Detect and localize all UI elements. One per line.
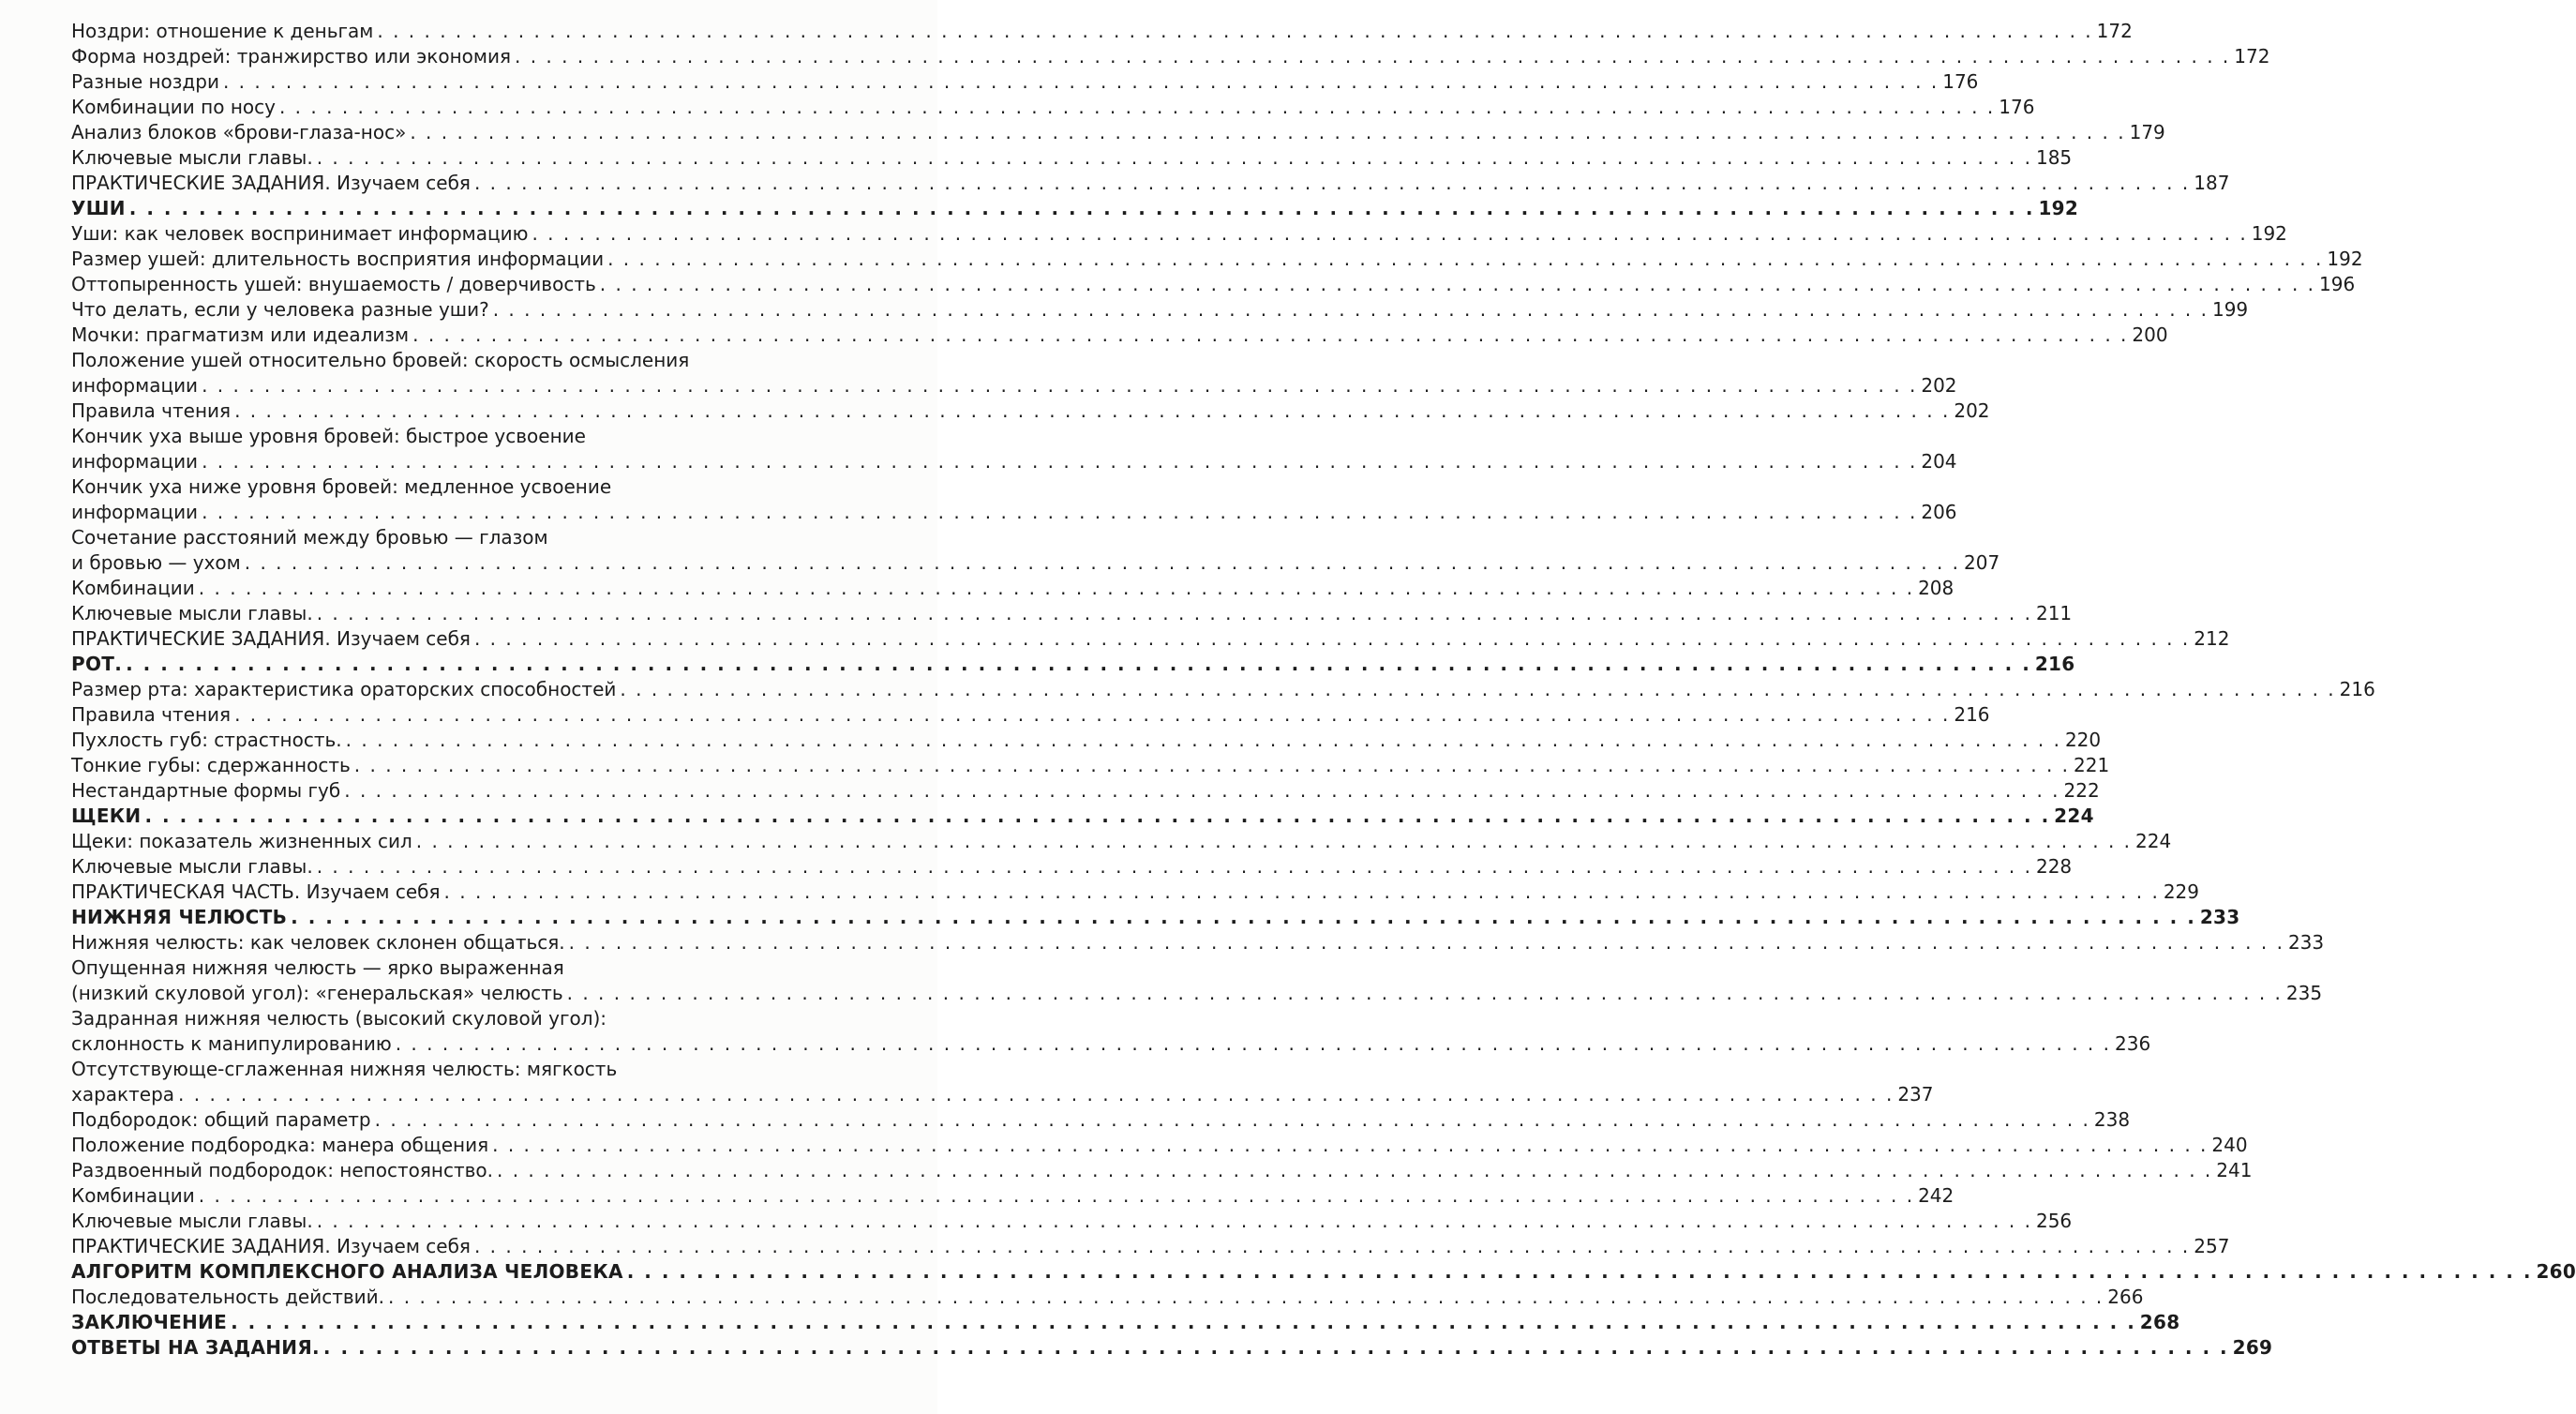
toc-page-number: 266 bbox=[2107, 1286, 2144, 1308]
toc-entry-title: Нижняя челюсть: как человек склонен общаться. bbox=[71, 931, 565, 954]
toc-entry-title: Тонкие губы: сдержанность bbox=[71, 754, 351, 776]
toc-section-heading bbox=[71, 1335, 2273, 1361]
toc-entry-title: Последовательность действий. bbox=[71, 1286, 385, 1308]
toc-entry-title: Комбинации bbox=[71, 577, 195, 599]
toc-entry bbox=[71, 1107, 2131, 1133]
toc-entry bbox=[71, 221, 2287, 247]
table-of-contents bbox=[71, 19, 2576, 1361]
toc-entry bbox=[71, 297, 2249, 323]
dot-leader bbox=[384, 1285, 2107, 1310]
toc-entry bbox=[71, 702, 1990, 728]
toc-entry-title: Комбинации bbox=[71, 1184, 195, 1207]
toc-entry bbox=[71, 500, 1957, 525]
dot-leader bbox=[195, 1183, 1918, 1209]
toc-page-number: 229 bbox=[2163, 880, 2200, 903]
toc-page-number: 202 bbox=[1954, 399, 1990, 422]
toc-entry bbox=[71, 1209, 2073, 1234]
dot-leader bbox=[471, 1234, 2194, 1259]
toc-entry-title: Ключевые мысли главы. bbox=[71, 855, 313, 878]
toc-page-number: 257 bbox=[2194, 1235, 2230, 1257]
dot-leader bbox=[287, 905, 2200, 930]
toc-entry-title: Размер ушей: длительность восприятия информации bbox=[71, 248, 605, 270]
dot-leader bbox=[313, 145, 2036, 171]
dot-leader bbox=[195, 576, 1918, 601]
toc-entry-title: Разные ноздри bbox=[71, 70, 219, 93]
toc-page-number: 204 bbox=[1921, 450, 1957, 473]
toc-page-number: 235 bbox=[2285, 982, 2323, 1004]
toc-entry-title: ПРАКТИЧЕСКАЯ ЧАСТЬ. Изучаем себя bbox=[71, 880, 441, 903]
toc-page-number: 179 bbox=[2129, 121, 2165, 143]
toc-page-number: 185 bbox=[2035, 146, 2073, 169]
toc-entry bbox=[71, 348, 844, 373]
toc-entry-title: Кончик уха выше уровня бровей: быстрое усвоение bbox=[71, 425, 586, 447]
toc-page-number: 206 bbox=[1921, 501, 1957, 523]
toc-entry-title: Анализ блоков «брови-глаза-нос» bbox=[71, 121, 407, 143]
dot-leader bbox=[174, 1082, 1897, 1107]
toc-page-number: 233 bbox=[2199, 906, 2240, 928]
dot-leader bbox=[563, 981, 2286, 1006]
toc-entry-title: Кончик уха ниже уровня бровей: медленное усвоение bbox=[71, 475, 612, 498]
toc-page-number: 202 bbox=[1921, 374, 1957, 397]
toc-page-number: 196 bbox=[2319, 273, 2356, 295]
dot-leader bbox=[412, 829, 2135, 854]
toc-entry-title: Пухлость губ: страстность. bbox=[71, 729, 342, 751]
dot-leader bbox=[313, 1209, 2036, 1234]
dot-leader bbox=[471, 171, 2194, 196]
toc-entry-title: Задранная нижняя челюсть (высокий скуловой угол): bbox=[71, 1007, 607, 1030]
toc-section-heading bbox=[71, 1259, 2576, 1285]
toc-entry-title: характера bbox=[71, 1083, 175, 1106]
toc-entry bbox=[71, 1183, 1954, 1209]
toc-entry-title: Размер рта: характеристика ораторских способностей bbox=[71, 678, 617, 700]
toc-page-number: 224 bbox=[2054, 805, 2094, 827]
toc-page-number: 241 bbox=[2216, 1159, 2253, 1181]
dot-leader bbox=[342, 728, 2065, 753]
dot-leader bbox=[231, 399, 1954, 424]
toc-page-number: 256 bbox=[2035, 1210, 2073, 1232]
toc-entry-title: ОТВЕТЫ НА ЗАДАНИЯ. bbox=[71, 1336, 320, 1359]
toc-page-number: 268 bbox=[2139, 1311, 2180, 1333]
toc-entry bbox=[71, 601, 2073, 626]
dot-leader bbox=[493, 1158, 2216, 1183]
toc-entry bbox=[71, 1082, 1934, 1107]
toc-entry bbox=[71, 424, 844, 449]
toc-entry bbox=[71, 525, 844, 550]
dot-leader bbox=[406, 120, 2129, 145]
toc-entry bbox=[71, 171, 2230, 196]
toc-entry-title: Мочки: прагматизм или идеализм bbox=[71, 323, 410, 346]
toc-entry-title: Раздвоенный подбородок: непостоянство. bbox=[71, 1159, 493, 1181]
dot-leader bbox=[565, 930, 2288, 955]
toc-page-number: 187 bbox=[2194, 172, 2230, 194]
toc-entry bbox=[71, 449, 1957, 474]
toc-entry-title: (низкий скуловой угол): «генеральская» челюсть bbox=[71, 982, 563, 1004]
dot-leader bbox=[441, 880, 2164, 905]
toc-page-number: 176 bbox=[1999, 96, 2035, 118]
dot-leader bbox=[616, 677, 2339, 702]
toc-entry-title: Ключевые мысли главы. bbox=[71, 602, 313, 624]
toc-entry-title: Положение ушей относительно бровей: скорость осмысления bbox=[71, 349, 690, 371]
toc-entry bbox=[71, 1031, 2151, 1057]
toc-page-number: 212 bbox=[2194, 627, 2230, 650]
toc-entry bbox=[71, 880, 2200, 905]
toc-page-number: 221 bbox=[2074, 754, 2110, 776]
toc-entry bbox=[71, 1158, 2253, 1183]
toc-entry-title: информации bbox=[71, 374, 199, 397]
toc-page-number: 192 bbox=[2038, 197, 2079, 219]
toc-entry bbox=[71, 272, 2356, 297]
toc-entry bbox=[71, 1234, 2230, 1259]
dot-leader bbox=[231, 702, 1954, 728]
toc-entry bbox=[71, 474, 844, 500]
toc-page-number: 200 bbox=[2132, 323, 2168, 346]
dot-leader bbox=[276, 95, 1999, 120]
dot-leader bbox=[623, 1259, 2537, 1285]
dot-leader bbox=[528, 221, 2251, 247]
toc-page-number: 240 bbox=[2211, 1134, 2248, 1156]
toc-entry-title: АЛГОРИТМ КОМПЛЕКСНОГО АНАЛИЗА ЧЕЛОВЕКА bbox=[71, 1260, 623, 1283]
toc-page-number: 216 bbox=[2034, 653, 2075, 675]
toc-entry-title: Комбинации по носу bbox=[71, 96, 276, 118]
dot-leader bbox=[340, 778, 2063, 804]
toc-entry bbox=[71, 677, 2375, 702]
toc-entry bbox=[71, 1285, 2144, 1310]
dot-leader bbox=[313, 601, 2036, 626]
toc-entry-title: Правила чтения bbox=[71, 703, 232, 726]
dot-leader bbox=[126, 196, 2039, 221]
toc-entry bbox=[71, 753, 2110, 778]
toc-page-number: 236 bbox=[2115, 1032, 2151, 1055]
toc-entry-title: Оттопыренность ушей: внушаемость / доверчивость bbox=[71, 273, 596, 295]
dot-leader bbox=[351, 753, 2074, 778]
toc-entry bbox=[71, 728, 2102, 753]
toc-page-number: 224 bbox=[2135, 830, 2172, 852]
toc-entry bbox=[71, 1133, 2248, 1158]
toc-entry bbox=[71, 69, 1979, 95]
toc-entry bbox=[71, 19, 2133, 44]
dot-leader bbox=[596, 272, 2319, 297]
toc-entry-title: склонность к манипулированию bbox=[71, 1032, 392, 1055]
dot-leader bbox=[241, 550, 1964, 576]
toc-page-number: 199 bbox=[2211, 298, 2249, 321]
toc-page-number: 172 bbox=[2234, 45, 2270, 68]
toc-entry bbox=[71, 44, 2270, 69]
toc-entry bbox=[71, 399, 1990, 424]
toc-entry bbox=[71, 854, 2073, 880]
toc-entry-title: Нестандартные формы губ bbox=[71, 779, 341, 802]
toc-page-number: 233 bbox=[2287, 931, 2325, 954]
toc-page-number: 220 bbox=[2064, 729, 2102, 751]
toc-entry bbox=[71, 550, 2000, 576]
toc-page-number: 172 bbox=[2096, 20, 2133, 42]
toc-entry bbox=[71, 829, 2172, 854]
toc-entry-title: Уши: как человек воспринимает информацию bbox=[71, 222, 529, 245]
toc-entry-title: Щеки: показатель жизненных сил bbox=[71, 830, 412, 852]
toc-page-number: 211 bbox=[2035, 602, 2073, 624]
toc-entry bbox=[71, 778, 2100, 804]
dot-leader bbox=[409, 323, 2132, 348]
dot-leader bbox=[488, 1133, 2211, 1158]
toc-page-number: 269 bbox=[2232, 1336, 2273, 1359]
toc-entry bbox=[71, 1057, 844, 1082]
toc-entry-title: Что делать, если у человека разные уши? bbox=[71, 298, 489, 321]
dot-leader bbox=[313, 854, 2036, 880]
dot-leader bbox=[320, 1335, 2233, 1361]
toc-section-heading bbox=[71, 652, 2075, 677]
dot-leader bbox=[604, 247, 2327, 272]
toc-page-number: 222 bbox=[2063, 779, 2100, 802]
toc-entry bbox=[71, 95, 2035, 120]
toc-entry-title: ЩЕКИ bbox=[71, 805, 142, 827]
toc-page-number: 176 bbox=[1942, 70, 1979, 93]
dot-leader bbox=[141, 804, 2054, 829]
toc-entry bbox=[71, 930, 2325, 955]
toc-entry-title: информации bbox=[71, 450, 199, 473]
toc-entry-title: Правила чтения bbox=[71, 399, 232, 422]
toc-entry bbox=[71, 145, 2073, 171]
toc-page-number: 216 bbox=[1954, 703, 1990, 726]
toc-page-number: 192 bbox=[2327, 248, 2363, 270]
dot-leader bbox=[371, 1107, 2094, 1133]
dot-leader bbox=[471, 626, 2194, 652]
toc-entry-title: Отсутствующе-сглаженная нижняя челюсть: мягкость bbox=[71, 1058, 618, 1080]
toc-entry-title: ПРАКТИЧЕСКИЕ ЗАДАНИЯ. Изучаем себя bbox=[71, 172, 471, 194]
toc-section-heading bbox=[71, 196, 2079, 221]
toc-entry-title: РОТ. bbox=[71, 653, 123, 675]
toc-entry bbox=[71, 955, 844, 981]
dot-leader bbox=[198, 449, 1921, 474]
toc-entry-title: и бровью — ухом bbox=[71, 551, 241, 574]
dot-leader bbox=[122, 652, 2035, 677]
toc-entry-title: Ноздри: отношение к деньгам bbox=[71, 20, 374, 42]
toc-entry-title: НИЖНЯЯ ЧЕЛЮСТЬ bbox=[71, 906, 288, 928]
toc-entry-title: Положение подбородка: манера общения bbox=[71, 1134, 489, 1156]
dot-leader bbox=[373, 19, 2096, 44]
toc-page-number: 192 bbox=[2251, 222, 2287, 245]
toc-entry bbox=[71, 626, 2230, 652]
toc-entry-title: ПРАКТИЧЕСКИЕ ЗАДАНИЯ. Изучаем себя bbox=[71, 1235, 471, 1257]
toc-entry-title: Ключевые мысли главы. bbox=[71, 1210, 313, 1232]
dot-leader bbox=[489, 297, 2212, 323]
toc-entry bbox=[71, 120, 2165, 145]
toc-entry-title: ПРАКТИЧЕСКИЕ ЗАДАНИЯ. Изучаем себя bbox=[71, 627, 471, 650]
dot-leader bbox=[511, 44, 2234, 69]
toc-entry-title: Подбородок: общий параметр bbox=[71, 1108, 371, 1131]
toc-entry bbox=[71, 323, 2168, 348]
toc-entry bbox=[71, 1006, 844, 1031]
dot-leader bbox=[392, 1031, 2115, 1057]
toc-page-number: 208 bbox=[1918, 577, 1954, 599]
toc-section-heading bbox=[71, 804, 2094, 829]
toc-entry-title: ЗАКЛЮЧЕНИЕ bbox=[71, 1311, 228, 1333]
toc-entry-title: Опущенная нижняя челюсть — ярко выраженная bbox=[71, 956, 564, 979]
toc-entry bbox=[71, 981, 2323, 1006]
toc-entry-title: УШИ bbox=[71, 197, 126, 219]
toc-entry bbox=[71, 576, 1954, 601]
toc-entry bbox=[71, 373, 1957, 399]
toc-entry-title: Ключевые мысли главы. bbox=[71, 146, 313, 169]
toc-page-number: 237 bbox=[1897, 1083, 1934, 1106]
toc-entry bbox=[71, 247, 2363, 272]
toc-page-number: 260 bbox=[2536, 1260, 2576, 1283]
dot-leader bbox=[198, 373, 1921, 399]
toc-page-number: 207 bbox=[1964, 551, 2000, 574]
toc-page-number: 238 bbox=[2093, 1108, 2131, 1131]
toc-entry-title: Форма ноздрей: транжирство или экономия bbox=[71, 45, 511, 68]
dot-leader bbox=[198, 500, 1921, 525]
toc-section-heading bbox=[71, 1310, 2180, 1335]
toc-entry-title: Сочетание расстояний между бровью — глазом bbox=[71, 526, 548, 549]
toc-entry-title: информации bbox=[71, 501, 199, 523]
dot-leader bbox=[227, 1310, 2140, 1335]
toc-page-number: 216 bbox=[2339, 678, 2375, 700]
dot-leader bbox=[219, 69, 1942, 95]
toc-page-number: 228 bbox=[2035, 855, 2073, 878]
toc-section-heading bbox=[71, 905, 2240, 930]
toc-page-number: 242 bbox=[1918, 1184, 1954, 1207]
